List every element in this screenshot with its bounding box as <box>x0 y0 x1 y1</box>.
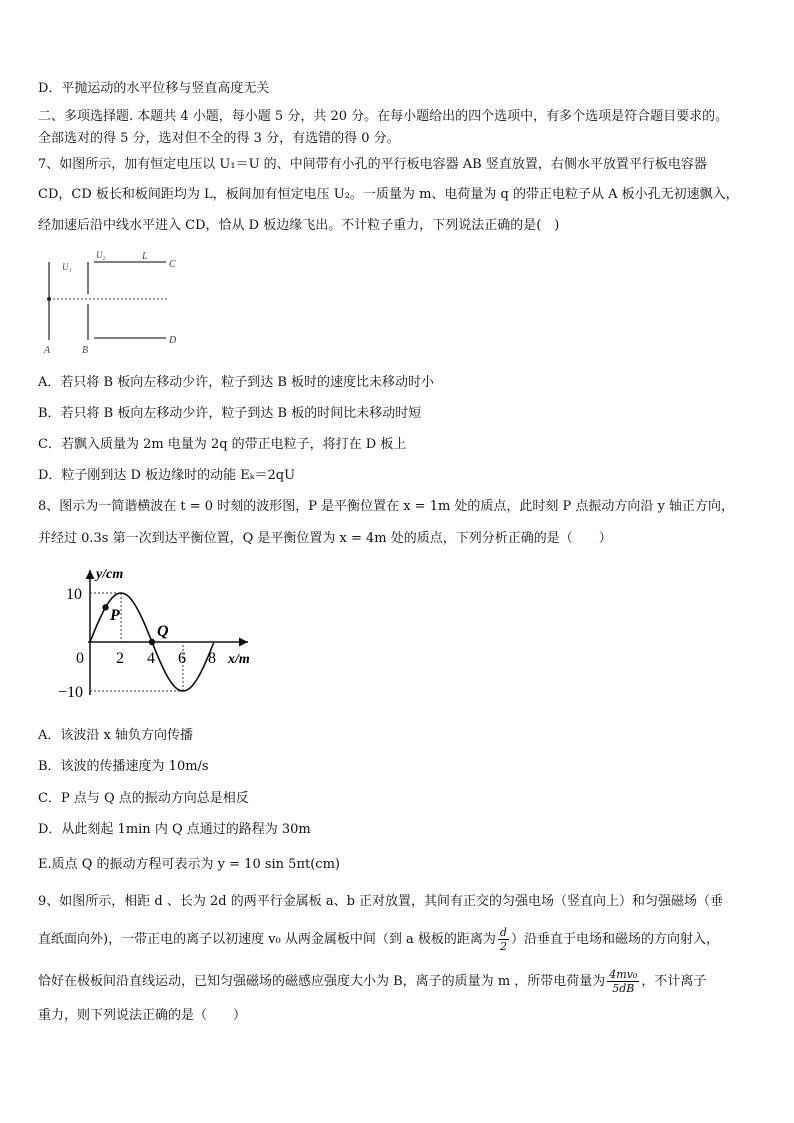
q9-stem-3 <box>38 968 766 995</box>
label-c: C <box>169 259 176 270</box>
q8-option-d: D．从此刻起 1min 内 Q 点通过的路程为 30m <box>38 822 311 837</box>
q8-option-b: B．该波的传播速度为 10m/s <box>38 759 209 774</box>
label-d: D <box>169 335 177 346</box>
point-q-label: Q <box>157 623 169 640</box>
q7-capacitor-figure <box>38 250 188 360</box>
q8-stem-1: 8、图示为一简谐横波在 t = 0 时刻的波形图，P 是平衡位置在 x = 1m 处的质点，此时刻 P 点振动方向沿 y 轴正方向， <box>38 499 735 514</box>
fraction-charge <box>607 968 639 995</box>
q8-stem-2: 并经过 0.3s 第一次到达平衡位置，Q 是平衡位置为 x = 4m 处的质点，下列分析正确的是（ ） <box>38 531 612 546</box>
q8-option-c: C．P 点与 Q 点的振动方向总是相反 <box>38 791 249 806</box>
q7-stem-1: 7、如图所示，加有恒定电压以 U₁＝U 的、中间带有小孔的平行板电容器 AB 竖直放置，右侧水平放置平行板电容器 <box>38 157 707 172</box>
fraction-denominator: 2 <box>499 940 507 953</box>
q9-stem-1: 9、如图所示，相距 d 、长为 2d 的两平行金属板 a、b 正对放置，其间有正交的匀强电场（竖直向上）和匀强磁场（垂 <box>38 894 724 909</box>
q8-option-e: E.质点 Q 的振动方程可表示为 y = 10 sin 5πt(cm) <box>38 857 340 872</box>
label-l: L <box>142 251 148 262</box>
y-tick-10: 10 <box>66 586 82 603</box>
q7-option-c: C．若飘入质量为 2m 电量为 2q 的带正电粒子，将打在 D 板上 <box>38 437 407 452</box>
point-q <box>149 639 155 645</box>
label-a: A <box>44 345 51 356</box>
q8-option-a: A．该波沿 x 轴负方向传播 <box>38 728 193 743</box>
x-tick-8: 8 <box>208 650 216 667</box>
x-tick-2: 2 <box>116 650 124 667</box>
fraction-numerator: 4mv₀ <box>609 968 638 981</box>
q8-wave-graph <box>52 560 272 705</box>
q7-option-b: B．若只将 B 板向左移动少许，粒子到达 B 板的时间比未移动时短 <box>38 406 422 421</box>
q7-stem-2: CD，CD 板长和板间距均为 L，板间加有恒定电压 U₂。一质量为 m、电荷量为 q 的带正电粒子从 A 板小孔无初速飘入， <box>38 187 739 202</box>
fraction-denominator: 5dB <box>612 982 635 995</box>
q9-stem-2-post: ）沿垂直于电场和磁场的方向射入， <box>510 932 719 947</box>
q9-stem-3-pre: 恰好在极板间沿直线运动，已知匀强磁场的磁感应强度大小为 B，离子的质量为 m ，所带电荷量为 <box>38 974 606 989</box>
q7-stem-3: 经加速后沿中线水平进入 CD，恰从 D 板边缘飞出。不计粒子重力，下列说法正确的是( ) <box>38 218 560 233</box>
q6-option-d: D．平抛运动的水平位移与竖直高度无关 <box>38 81 270 96</box>
fraction-numerator: d <box>499 926 507 939</box>
q7-option-a: A．若只将 B 板向左移动少许，粒子到达 B 板时的速度比未移动时小 <box>38 375 435 390</box>
y-tick-neg10: −10 <box>58 684 84 701</box>
point-p-label: P <box>110 607 120 624</box>
label-u1: U₁ <box>62 262 72 272</box>
q9-stem-3-post: ，不计离子 <box>641 974 707 989</box>
label-b: B <box>82 345 89 356</box>
section-instructions: 全部选对的得 5 分，选对但不全的得 3 分，有选错的得 0 分。 <box>38 131 400 146</box>
q7-option-d: D．粒子刚到达 D 板边缘时的动能 Eₖ＝2qU <box>38 468 296 483</box>
particle-dot <box>47 297 51 301</box>
q9-stem-4: 重力，则下列说法正确的是（ ） <box>38 1008 247 1023</box>
q9-stem-2 <box>38 926 766 953</box>
label-u2: U₂ <box>96 250 106 260</box>
x-axis-label: x/m <box>228 652 250 667</box>
y-axis-label: y/cm <box>96 567 124 582</box>
q9-stem-2-pre: 直纸面向外)，一带正电的离子以初速度 v₀ 从两金属板中间（到 a 极板的距离为 <box>38 932 496 947</box>
x-tick-4: 4 <box>147 650 155 667</box>
point-p <box>102 604 108 610</box>
x-tick-0: 0 <box>76 650 84 667</box>
x-tick-6: 6 <box>178 650 186 667</box>
section-heading: 二、多项选择题. 本题共 4 小题，每小题 5 分，共 20 分。在每小题给出的四个选项中，有多个选项是符合题目要求的。 <box>38 109 729 124</box>
fraction-d-over-2 <box>498 926 509 953</box>
